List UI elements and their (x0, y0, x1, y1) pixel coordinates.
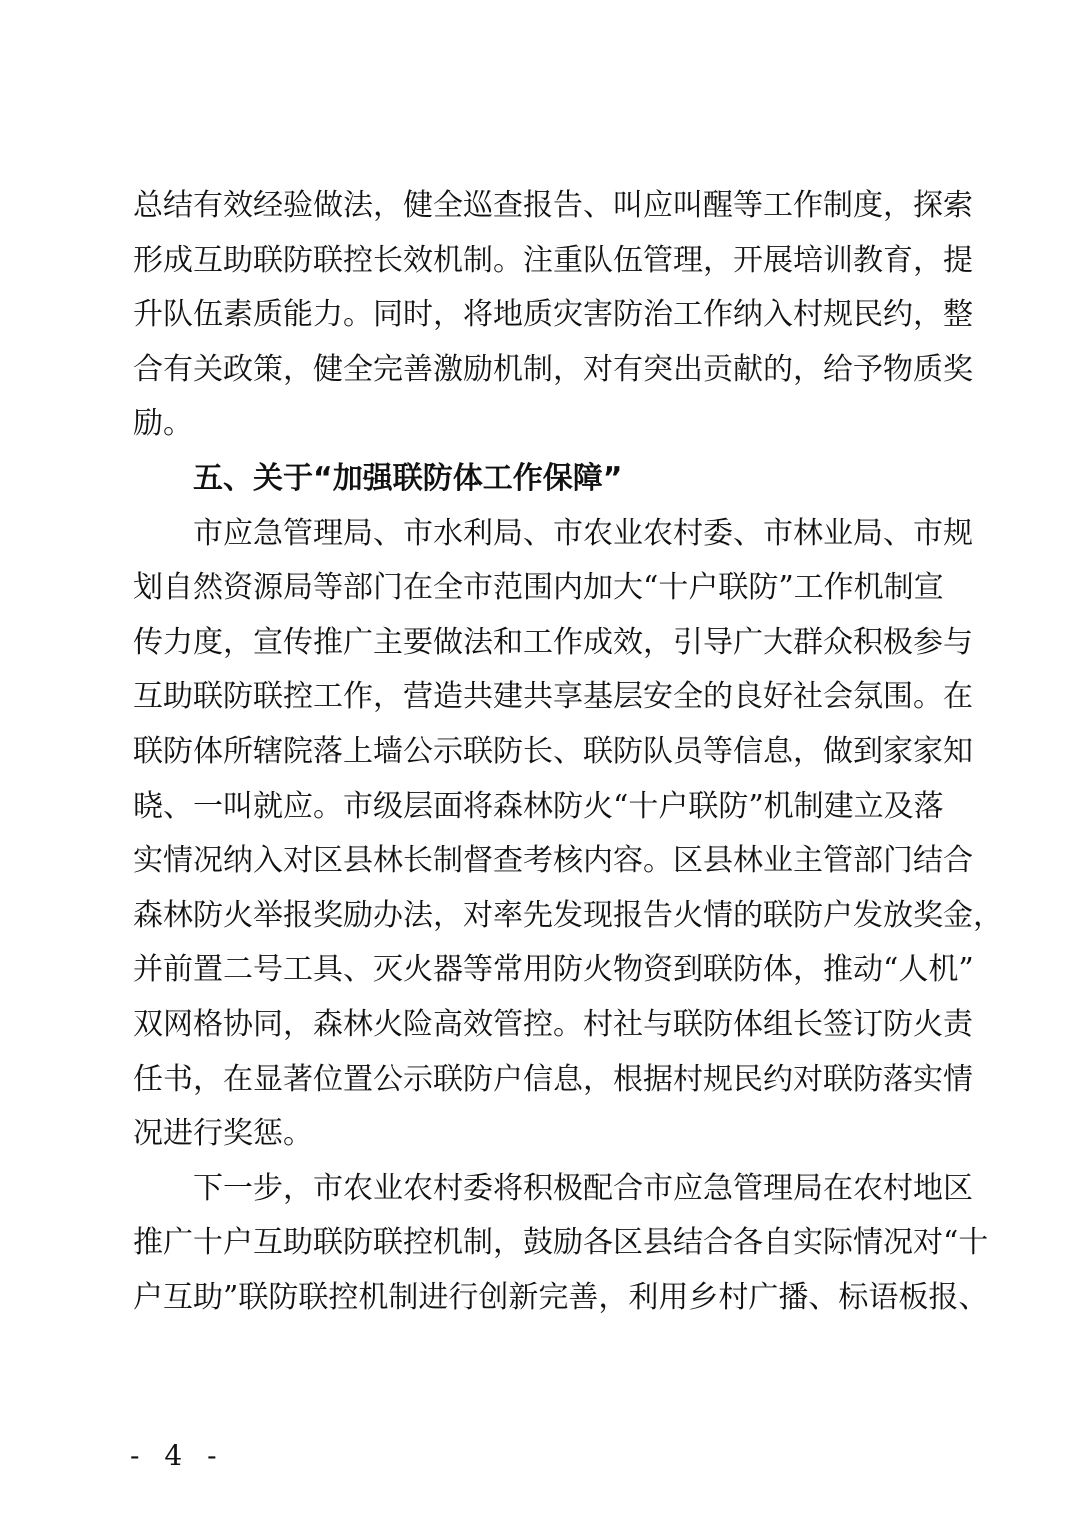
section-heading-text: 五、关于“加强联防体工作保障” (193, 460, 623, 496)
text-line: 联防体所辖院落上墙公示联防长、联防队员等信息，做到家家知 (133, 733, 973, 769)
text-line: 市应急管理局、市水利局、市农业农村委、市林业局、市规 (193, 515, 973, 551)
page-number: - 4 - (130, 1439, 225, 1472)
text-line: 推广十户互助联防联控机制，鼓励各区县结合各自实际情况对“十 (133, 1225, 989, 1261)
paragraph (133, 507, 1003, 1162)
text-line: 实情况纳入对区县林长制督查考核内容。区县林业主管部门结合 (133, 843, 973, 879)
text-line: 形成互助联防联控长效机制。注重队伍管理，开展培训教育，提 (133, 242, 973, 278)
paragraph (133, 1162, 989, 1326)
text-line: 总结有效经验做法，健全巡查报告、叫应叫醒等工作制度，探索 (133, 188, 973, 223)
text-line: 升队伍素质能力。同时，将地质灾害防治工作纳入村规民约，整 (133, 297, 973, 333)
text-line: 合有关政策，健全完善激励机制，对有突出贡献的，给予物质奖 (133, 351, 973, 387)
section-heading (133, 452, 941, 507)
text-line: 户互助”联防联控机制进行创新完善，利用乡村广播、标语板报、 (133, 1279, 989, 1315)
text-line: 划自然资源局等部门在全市范围内加大“十户联防”工作机制宣 (133, 570, 944, 606)
text-line: 晓、一叫就应。市级层面将森林防火“十户联防”机制建立及落 (133, 788, 944, 824)
text-line: 互助联防联控工作，营造共建共享基层安全的良好社会氛围。在 (133, 679, 973, 715)
text-line: 任书，在显著位置公示联防户信息，根据村规民约对联防落实情 (133, 1061, 973, 1097)
text-line: 森林防火举报奖励办法，对率先发现报告火情的联防户发放奖金， (133, 897, 1003, 933)
text-line: 双网格协同，森林火险高效管控。村社与联防体组长签订防火责 (133, 1006, 973, 1042)
text-line: 下一步，市农业农村委将积极配合市应急管理局在农村地区 (193, 1170, 973, 1206)
text-line: 励。 (133, 406, 193, 442)
text-line: 况进行奖惩。 (133, 1116, 313, 1152)
text-line: 传力度，宣传推广主要做法和工作成效，引导广大群众积极参与 (133, 624, 973, 660)
text-line: 并前置二号工具、灭火器等常用防火物资到联防体，推动“人机” (133, 952, 974, 988)
paragraph-continuation (133, 179, 973, 452)
document-body (133, 179, 1003, 1325)
